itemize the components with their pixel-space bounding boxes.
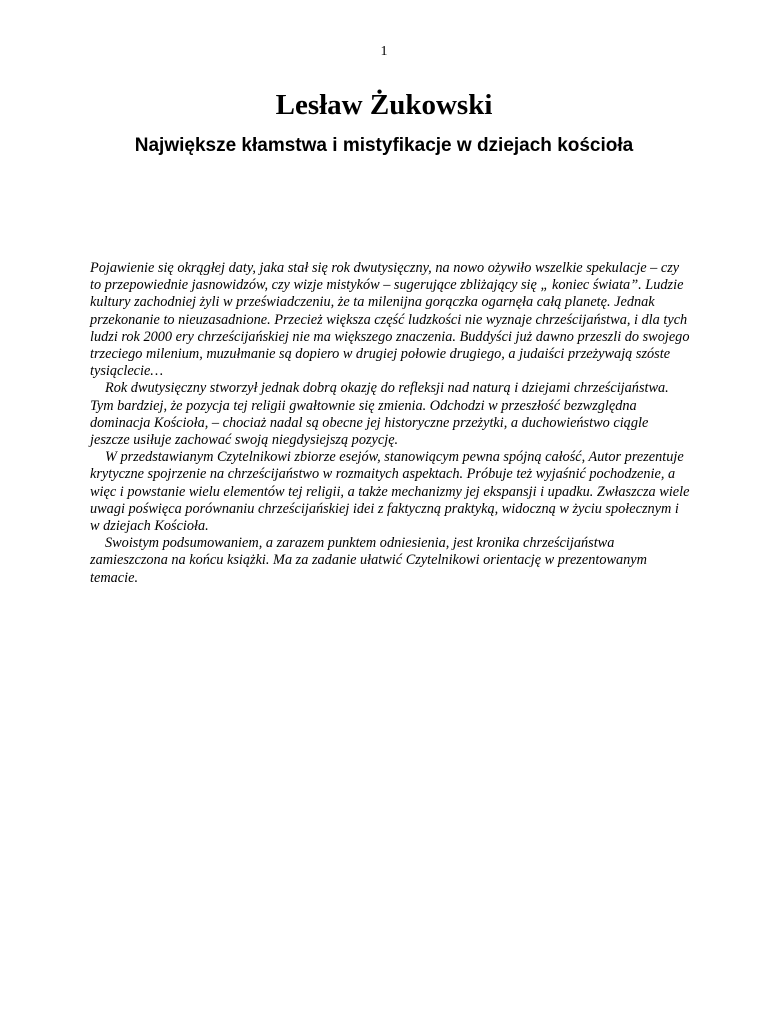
book-title: Największe kłamstwa i mistyfikacje w dziejach kościoła [134,135,634,156]
paragraph-essays: W przedstawianym Czytelnikowi zbiorze esejów, stanowiącym pewna spójną całość, Autor prezentuje krytyczne spojrzenie na chrześcijaństwo w rozmaitych aspektach. Próbuje też wyjaśnić pochodzenie, a więc i powstanie wielu elementów tej religii, a także mechanizmy jej ekspansji i upadku. Zwłaszcza wiele uwagi poświęca porównaniu chrześcijańskiej idei z faktyczną praktyką, widoczną w życiu społecznym i w dziejach Kościoła. [90,449,690,535]
paragraph-chronicle: Swoistym podsumowaniem, a zarazem punktem odniesienia, jest kronika chrześcijaństwa zamieszczona na końcu książki. Ma za zadanie ułatwić Czytelnikowi orientację w prezentowanym temacie. [90,535,647,586]
body-text [90,260,690,587]
page-number: 1 [380,44,388,59]
author-name: Lesław Żukowski [275,89,493,121]
paragraph-intro: Pojawienie się okrągłej daty, jaka stał się rok dwutysięczny, na nowo ożywiło wszelkie spekulacje – czy to przepowiednie jasnowidzów, czy wizje mistyków – sugerujące zbliżający się „ koniec świata”. Ludzie kultury zachodniej żyli w przeświadczeniu, że ta milenijna gorączka ogarnęła całą planetę. Jednak przekonanie to nieuzasadnione. Przecież większa część ludzkości nie wyznaje chrześcijaństwa, i dla tych ludzi rok 2000 ery chrześcijańskiej nie ma większego znaczenia. Buddyści już dawno przeszli do swojego trzeciego milenium, muzułmanie są dopiero w drugiej połowie drugiego, a judaiści przeżywają szóste tysiąclecie… [90,260,690,380]
paragraph-reflection: Rok dwutysięczny stworzył jednak dobrą okazję do refleksji nad naturą i dziejami chrześcijaństwa. Tym bardziej, że pozycja tej religii gwałtownie się zmienia. Odchodzi w przeszłość bezwzględna dominacja Kościoła, – chociaż nadal są obecne jej historyczne przeżytki, a duchowieństwo ciągle jeszcze usiłuje zachować swoją niegdysiejszą pozycję. [90,380,669,449]
